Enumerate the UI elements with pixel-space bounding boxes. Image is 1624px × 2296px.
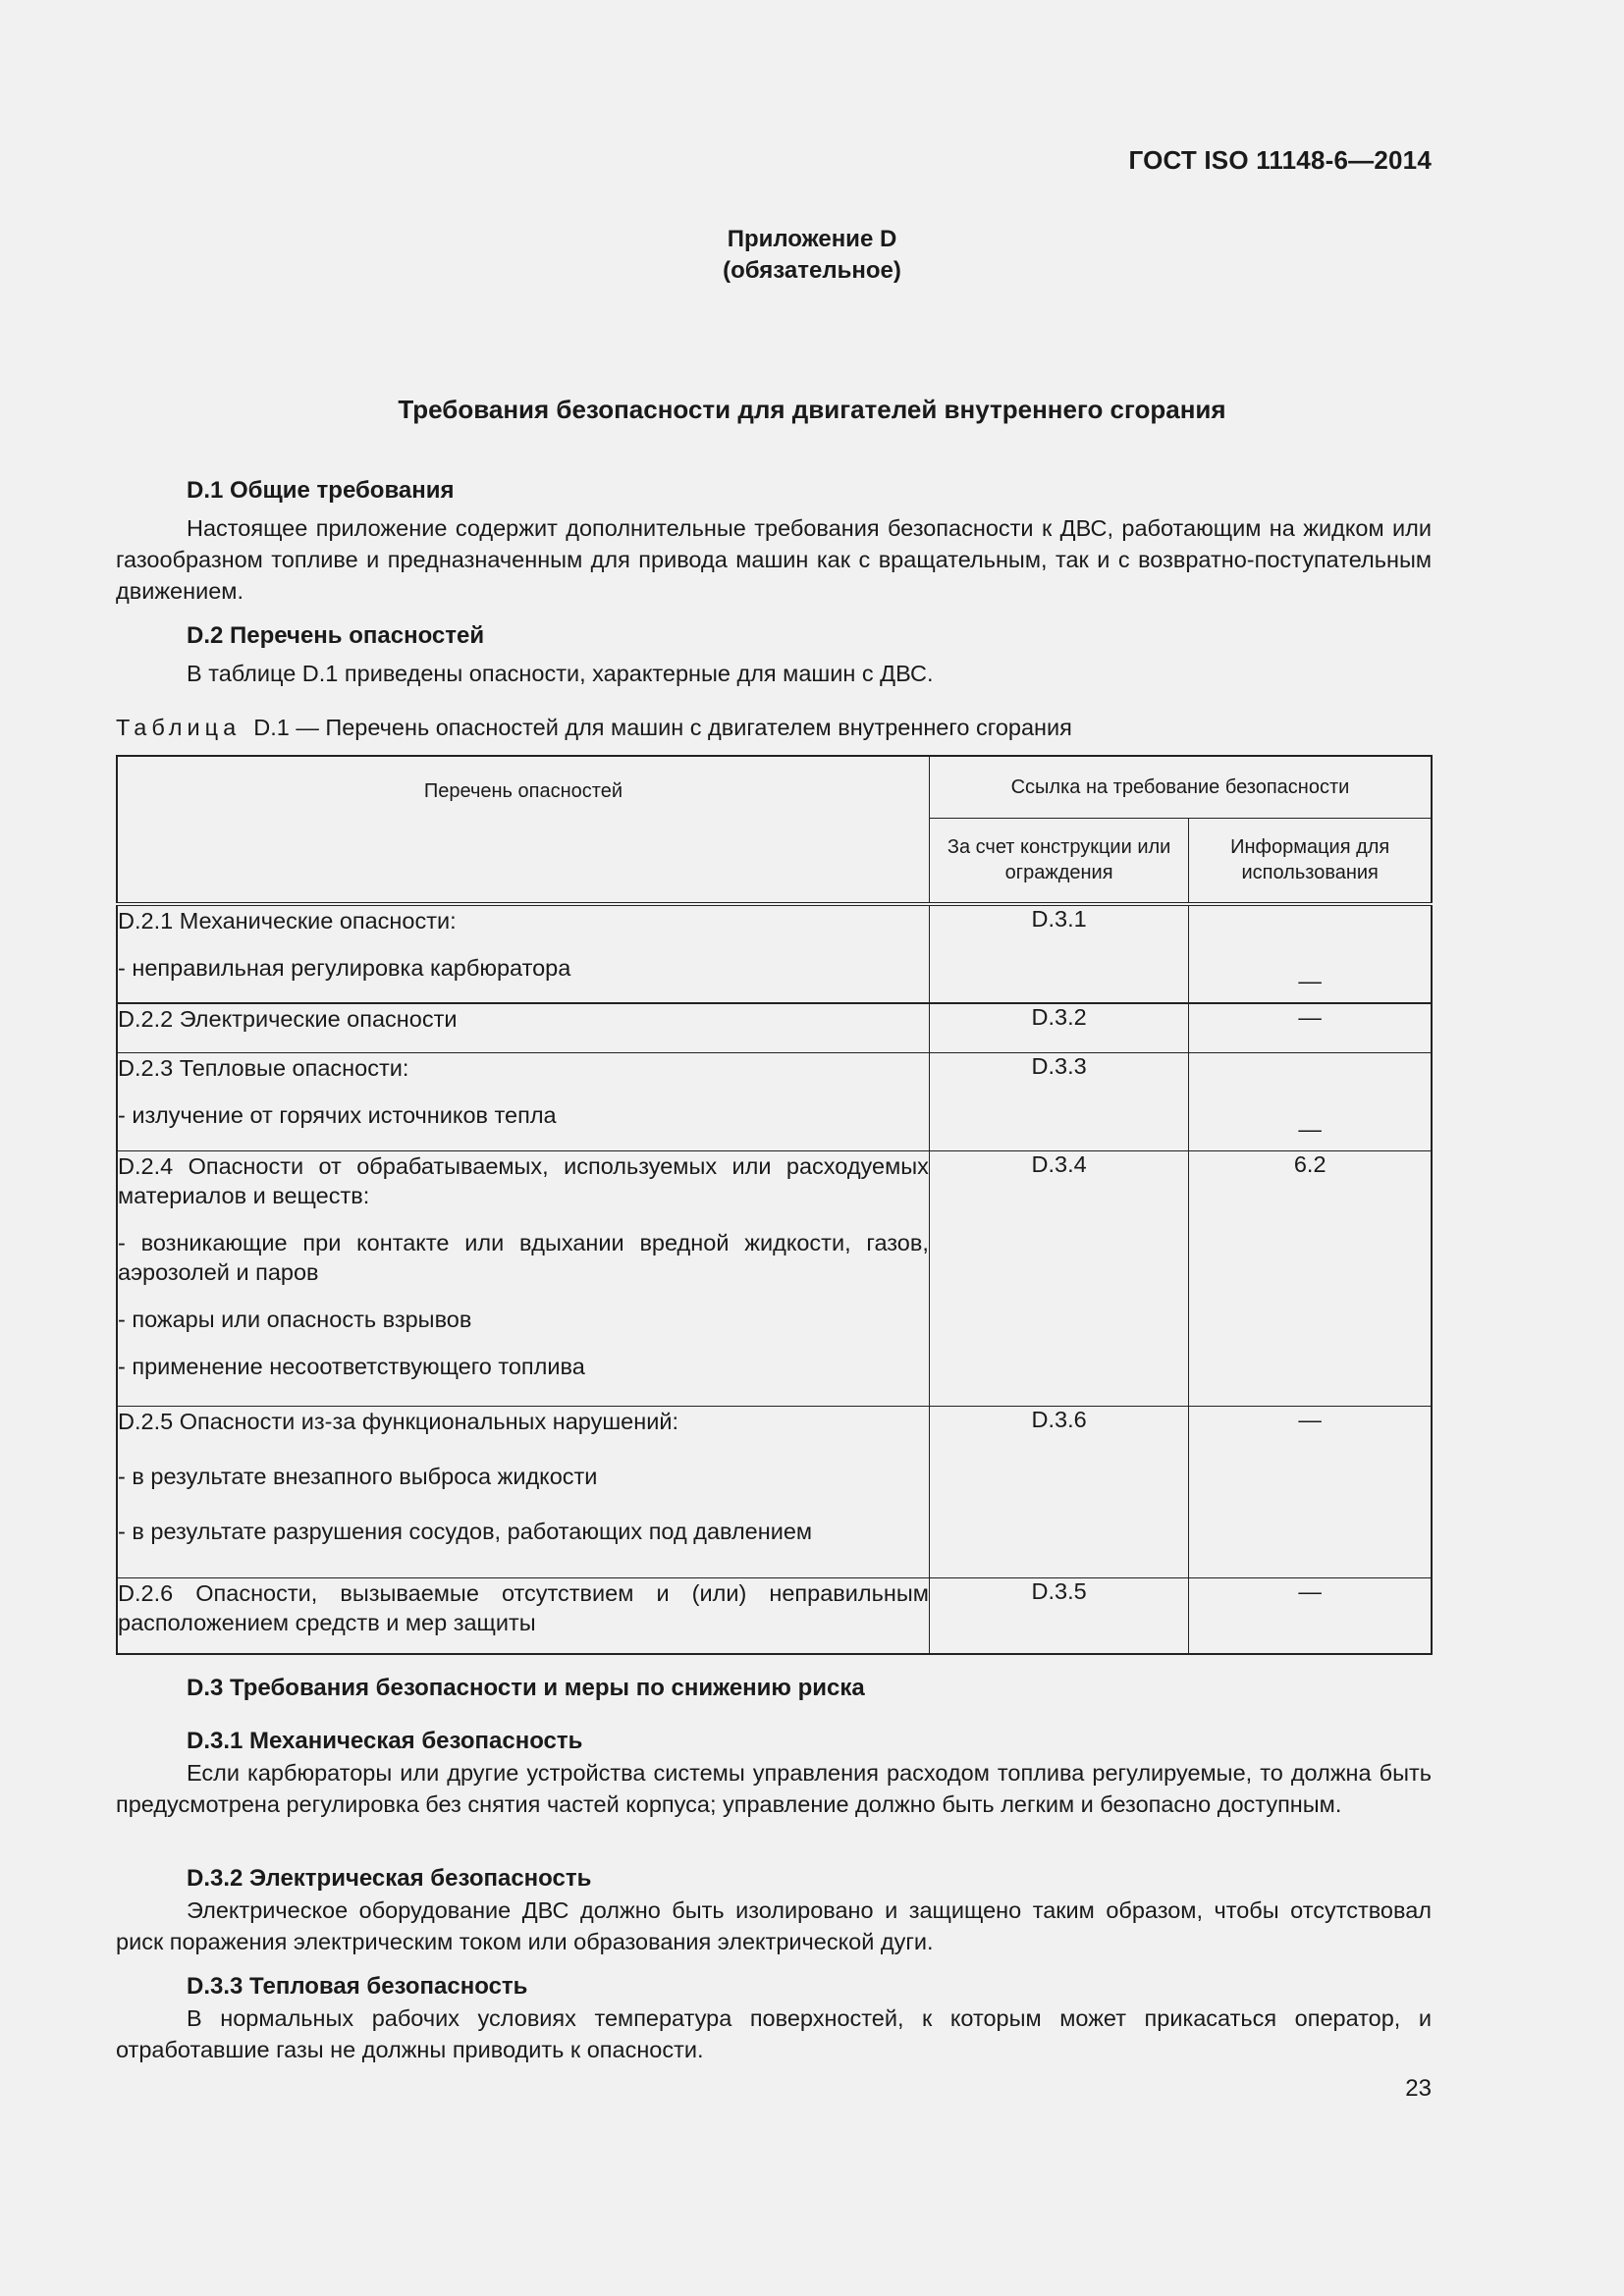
- design-ref: D.3.2: [929, 1003, 1188, 1052]
- hazards-table: [116, 755, 1433, 1655]
- hazard-title: D.2.2 Электрические опасности: [118, 1006, 458, 1032]
- hazard-item: - в результате разрушения сосудов, работающих под давлением: [118, 1518, 813, 1544]
- section-d32-heading: D.3.2 Электрическая безопасность: [187, 1865, 592, 1892]
- page-number: 23: [1405, 2075, 1432, 2102]
- table-row: [117, 1150, 1432, 1406]
- col-header-info: Информация для использования: [1189, 818, 1432, 904]
- design-ref: D.3.6: [929, 1406, 1188, 1577]
- table-row: [117, 904, 1432, 1003]
- section-d31-text: [116, 1757, 1432, 1820]
- hazard-item: - возникающие при контакте или вдыхании вредной жидкости, газов, аэрозолей и паров: [118, 1229, 929, 1285]
- info-ref: —: [1189, 1052, 1432, 1150]
- section-d1-text-body: Настоящее приложение содержит дополнительные требования безопасности к ДВС, работающим на жидком или газообразном топливе и предназначенным для привода машин как с вращательным, так и с возвратно-поступательным движением.: [116, 515, 1432, 604]
- section-d33-heading: D.3.3 Тепловая безопасность: [187, 1973, 528, 2000]
- hazard-cell: [117, 1406, 929, 1577]
- hazard-item: - применение несоответствующего топлива: [118, 1353, 585, 1379]
- section-d2-text: [116, 658, 1432, 689]
- col-header-reference: Ссылка на требование безопасности: [929, 756, 1432, 818]
- hazard-title: D.2.4 Опасности от обрабатываемых, используемых или расходуемых материалов и веществ:: [118, 1152, 929, 1208]
- section-d2-heading: D.2 Перечень опасностей: [187, 622, 485, 649]
- section-d2-text-body: В таблице D.1 приведены опасности, характерные для машин с ДВС.: [187, 661, 934, 686]
- table-row: [117, 1052, 1432, 1150]
- appendix-status: (обязательное): [723, 257, 901, 284]
- info-ref: 6.2: [1189, 1150, 1432, 1406]
- design-ref: D.3.3: [929, 1052, 1188, 1150]
- hazard-item: - в результате внезапного выброса жидкости: [118, 1463, 598, 1489]
- hazard-title: D.2.6 Опасности, вызываемые отсутствием и (или) неправильным расположением средств и мер защиты: [118, 1579, 929, 1635]
- table-row: [117, 1003, 1432, 1052]
- hazard-item: - излучение от горячих источников тепла: [118, 1101, 557, 1128]
- hazard-cell: [117, 904, 929, 1003]
- appendix-heading: [0, 224, 1624, 287]
- info-ref: —: [1189, 1003, 1432, 1052]
- design-ref: D.3.4: [929, 1150, 1188, 1406]
- hazard-cell: [117, 1150, 929, 1406]
- section-d32-text-body: Электрическое оборудование ДВС должно быть изолировано и защищено таким образом, чтобы отсутствовал риск поражения электрическим током или образования электрической дуги.: [116, 1897, 1432, 1954]
- section-d33-text: [116, 2002, 1432, 2065]
- info-ref: —: [1189, 904, 1432, 1003]
- section-d1-heading: D.1 Общие требования: [187, 477, 455, 504]
- info-ref: —: [1189, 1577, 1432, 1654]
- hazard-item: - пожары или опасность взрывов: [118, 1306, 472, 1332]
- section-d33-text-body: В нормальных рабочих условиях температура поверхностей, к которым может прикасаться оператор, и отработавшие газы не должны приводить к опасности.: [116, 2005, 1432, 2062]
- design-ref: D.3.1: [929, 904, 1188, 1003]
- table-caption-label: Таблица: [116, 715, 242, 740]
- col-header-hazards: Перечень опасностей: [117, 756, 929, 904]
- col-header-design: За счет конструкции или ограждения: [929, 818, 1188, 904]
- hazard-title: D.2.3 Тепловые опасности:: [118, 1054, 409, 1081]
- hazard-cell: [117, 1003, 929, 1052]
- main-title: Требования безопасности для двигателей внутреннего сгорания: [398, 395, 1226, 424]
- hazard-item: - неправильная регулировка карбюратора: [118, 955, 571, 981]
- section-d31-text-body: Если карбюраторы или другие устройства системы управления расходом топлива регулируемые, то должна быть предусмотрена регулировка без снятия частей корпуса; управление должно быть легким и безопасно доступным.: [116, 1760, 1432, 1817]
- info-ref: —: [1189, 1406, 1432, 1577]
- design-ref: D.3.5: [929, 1577, 1188, 1654]
- table-caption: [116, 715, 1072, 741]
- section-d32-text: [116, 1895, 1432, 1957]
- section-d31-heading: D.3.1 Механическая безопасность: [187, 1728, 583, 1754]
- section-d3-heading: D.3 Требования безопасности и меры по снижению риска: [187, 1675, 865, 1701]
- hazard-cell: [117, 1577, 929, 1654]
- table-row: [117, 1577, 1432, 1654]
- table-caption-text: D.1 — Перечень опасностей для машин с двигателем внутреннего сгорания: [253, 715, 1072, 740]
- table-row: [117, 1406, 1432, 1577]
- appendix-title: Приложение D: [727, 226, 897, 252]
- hazard-cell: [117, 1052, 929, 1150]
- hazard-title: D.2.1 Механические опасности:: [118, 908, 457, 934]
- document-code: ГОСТ ISO 11148-6—2014: [1128, 145, 1432, 175]
- section-d1-text: [116, 512, 1432, 607]
- hazard-title: D.2.5 Опасности из-за функциональных нарушений:: [118, 1408, 679, 1434]
